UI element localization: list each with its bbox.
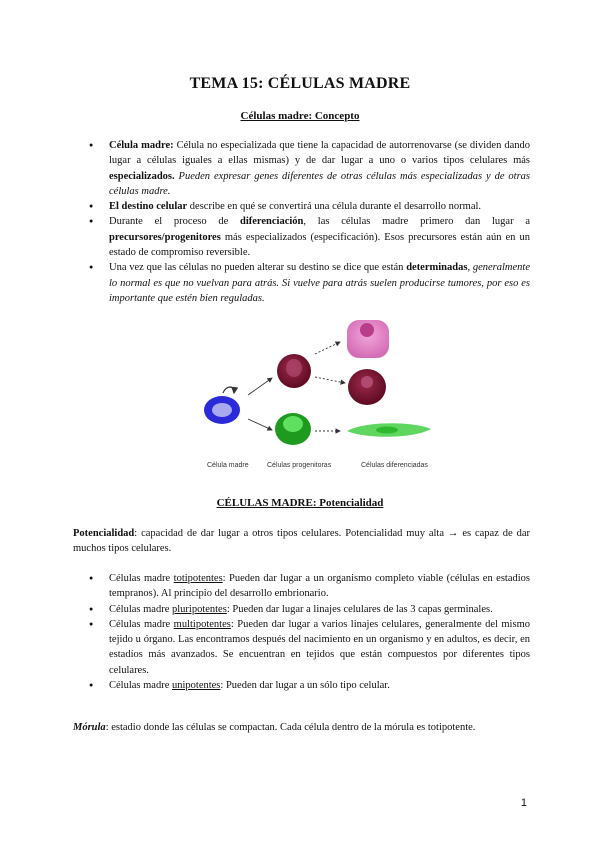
italic-text: , generalmente lo normal es que no vuelvan para atrás. Si vuelve para atrás suelen producirse tumores, por eso es importante que estén bien reguladas. — [109, 262, 530, 304]
bullet-text: Durante el proceso de — [109, 216, 240, 228]
bullet-text: Célula no especializada que tiene la capacidad de autorrenovarse (se dividen dando lugar a células iguales a ellas mismas) y de dar lugar a uno o varios tipos celulares más — [109, 140, 530, 167]
definition-text: : capacidad de dar lugar a otros tipos celulares. Potencialidad muy alta → es capaz de dar muchos tipos celulares. — [73, 528, 530, 555]
morula-definition — [73, 720, 530, 735]
term-totipotentes: totipotentes — [173, 573, 223, 584]
list-item — [80, 678, 530, 693]
red-differentiated-nucleus — [361, 376, 373, 388]
term-destino-celular: El destino celular — [109, 201, 188, 213]
term-diferenciacion: diferenciación — [240, 216, 304, 228]
list-item — [80, 214, 530, 260]
term-multipotentes: multipotentes — [173, 618, 231, 630]
term-celula-madre: Célula madre: — [109, 140, 174, 151]
section-heading-potencialidad: CÉLULAS MADRE: Potencialidad — [216, 497, 384, 509]
stem-cell-nucleus — [212, 403, 232, 417]
term-precursores: precursores/progenitores — [109, 231, 221, 243]
potencialidad-definition — [73, 526, 530, 557]
page-number: 1 — [520, 797, 527, 809]
item-text: : Pueden dar lugar a linajes celulares de las 3 capas germinales. — [226, 603, 493, 615]
item-text: : Pueden dar lugar a un sólo tipo celular. — [220, 680, 390, 692]
list-item — [80, 138, 530, 199]
arrow-stem-to-green-progenitor — [248, 419, 272, 430]
term-determinadas: determinadas — [406, 262, 468, 274]
bullet-text: describe en qué se convertirá una célula durante el desarrollo normal. — [187, 201, 482, 213]
bullet-text: , las células madre primero dan lugar a — [303, 216, 530, 228]
concept-bullet-list — [80, 138, 530, 306]
page-title: TEMA 15: CÉLULAS MADRE — [189, 75, 411, 92]
arrow-stem-to-red-progenitor — [248, 378, 272, 395]
green-progenitor-nucleus — [283, 416, 303, 432]
item-prefix: Células madre — [109, 680, 172, 692]
label-differentiated-cells: Células diferenciadas — [361, 462, 428, 469]
list-item — [80, 617, 530, 678]
potency-types-list — [80, 571, 530, 693]
term-unipotentes: unipotentes — [171, 680, 221, 692]
item-prefix: Células madre — [109, 573, 174, 584]
label-stem-cell: Célula madre — [207, 462, 249, 469]
cell-differentiation-figure — [195, 315, 445, 475]
list-item — [80, 602, 530, 617]
term-pluripotentes: pluripotentes — [171, 603, 227, 615]
item-prefix: Células madre — [109, 618, 174, 630]
bullet-text: más especializados (especificación). Esos precursores están aún en un estado de compromiso reversible. — [109, 231, 530, 259]
pink-cell-nucleus — [360, 323, 374, 337]
list-item — [80, 199, 530, 214]
italic-text: Pueden expresar genes diferentes de otras células más especializadas y de otras células madre. — [109, 170, 530, 197]
list-item — [80, 571, 530, 602]
list-item — [80, 260, 530, 306]
arrow-to-pink-cell — [315, 342, 340, 354]
definition-text: : estadio donde las células se compactan. Cada célula dentro de la mórula es totipotente. — [105, 722, 476, 733]
term-potencialidad: Potencialidad — [73, 528, 135, 539]
flat-cell-nucleus — [376, 427, 398, 434]
item-text: : Pueden dar lugar a un organismo completo viable (células en estadios tempranos). Al principio del desarrollo embrionario. — [109, 573, 530, 600]
term-morula: Mórula — [73, 722, 106, 733]
self-renewal-arrow-icon — [223, 387, 234, 393]
section-heading-concepto: Células madre: Concepto — [240, 110, 360, 122]
bold-text: especializados. — [109, 170, 175, 182]
bullet-text: Una vez que las células no pueden alterar su destino se dice que están — [109, 262, 407, 274]
arrow-to-red-cell — [315, 377, 345, 383]
red-progenitor-nucleus — [286, 359, 302, 377]
label-progenitor-cells: Células progenitoras — [267, 462, 332, 469]
item-prefix: Células madre — [109, 603, 172, 615]
item-text: : Pueden dar lugar a varios linajes celulares, generalmente del mismo tejido u órgano. Las encontramos después del nacimiento en un organismo y en adultos, es decir, en estadíos más avanzados. Se encuentran en tejidos que están compuestos por diferentes tipos celulares. — [109, 618, 530, 676]
